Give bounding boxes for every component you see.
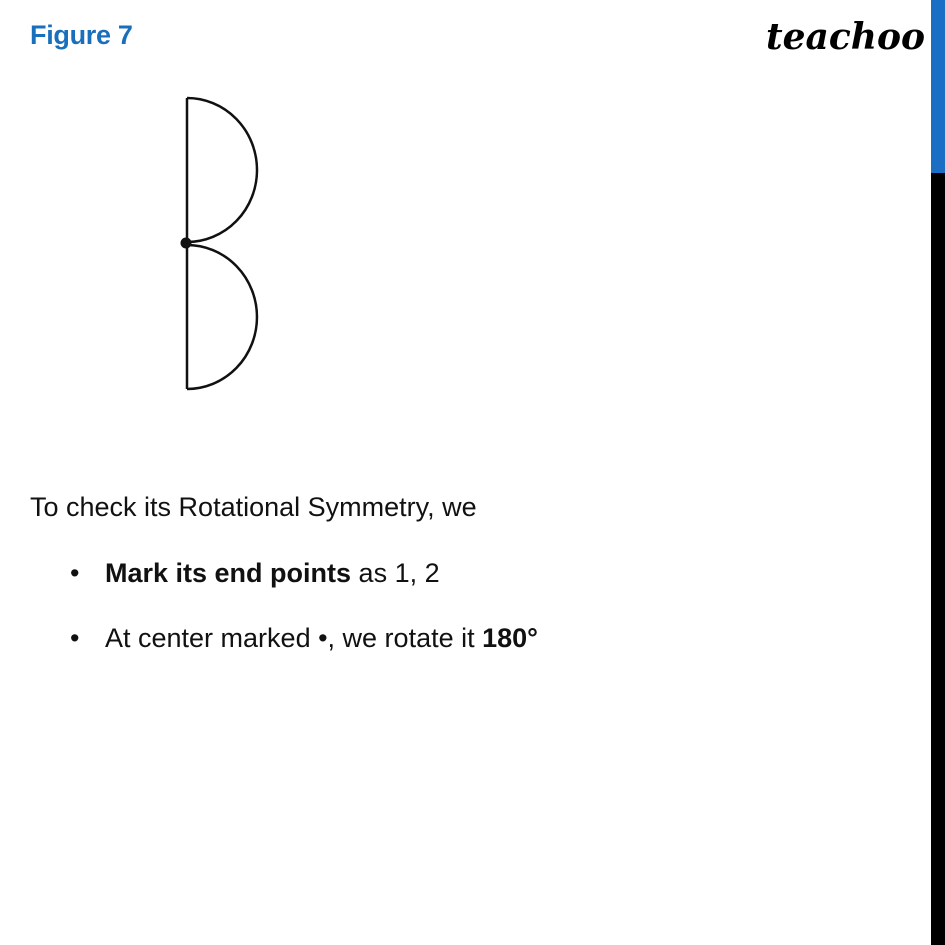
bold-text: 180° <box>482 623 538 653</box>
teachoo-logo: teachoo <box>766 16 925 58</box>
bullet-icon: • <box>70 623 80 653</box>
item-text: as 1, 2 <box>351 558 440 588</box>
figure-title: Figure 7 <box>30 20 133 50</box>
side-bar-dark <box>931 173 945 945</box>
item-text: At center marked •, we rotate it <box>105 623 483 653</box>
bullet-icon: • <box>70 558 80 588</box>
list-item-content <box>105 623 538 654</box>
lower-semicircle <box>187 245 257 389</box>
upper-semicircle <box>187 98 257 242</box>
list-item-content <box>105 558 440 589</box>
semicircles-figure <box>160 85 300 425</box>
side-bar-accent <box>931 0 945 173</box>
bold-text: Mark its end points <box>105 558 352 588</box>
center-dot-icon <box>181 238 192 249</box>
intro-text: To check its Rotational Symmetry, we <box>30 492 477 522</box>
explanation-text <box>30 492 538 653</box>
